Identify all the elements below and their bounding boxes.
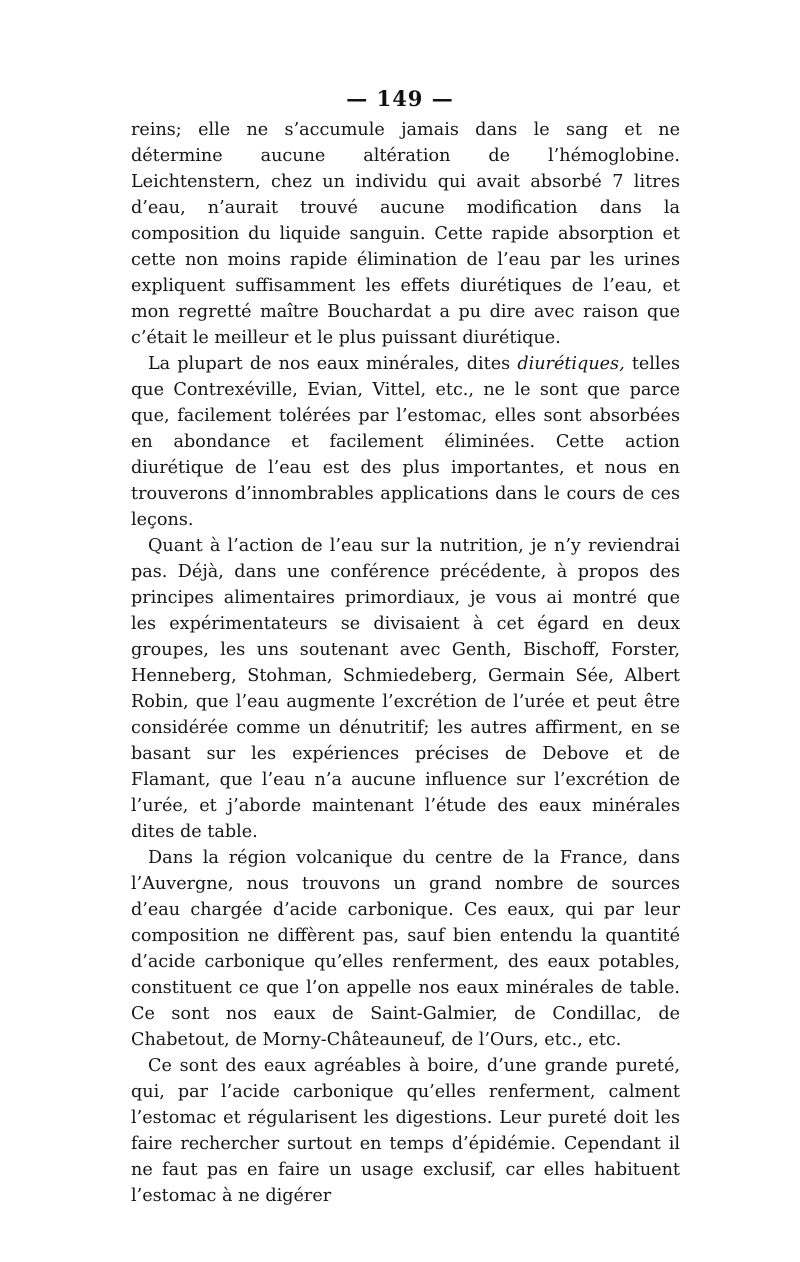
paragraph-2 <box>131 351 680 533</box>
paragraph-3 <box>131 533 680 845</box>
paragraph-4 <box>131 845 680 1053</box>
paragraph-2-text-end: telles que Contrexéville, Evian, Vittel, etc., ne le sont que parce que, facilement tolérées par l’estomac, elles sont absorbées en abondance et facilement éliminées. Cette action diurétique de l’eau est des plus importantes, et nous en trouverons d’innombrables applications dans le cours de ces leçons. <box>131 354 680 530</box>
page-number: — 149 — <box>346 86 454 111</box>
paragraph-5-text: Ce sont des eaux agréables à boire, d’une grande pureté, qui, par l’acide carbonique qu’elles renferment, calment l’estomac et régularisent les digestions. Leur pureté doit les faire rechercher surtout en temps d’épidémie. Cependant il ne faut pas en faire un usage exclusif, car elles habituent l’estomac à ne digérer <box>131 1056 680 1206</box>
paragraph-1 <box>131 117 680 351</box>
page-text <box>131 117 680 1209</box>
paragraph-3-text: Quant à l’action de l’eau sur la nutrition, je n’y reviendrai pas. Déjà, dans une conférence précédente, à propos des principes alimentaires primordiaux, je vous ai montré que les expérimentateurs se divisaient à cet égard en deux groupes, les uns soutenant avec Genth, Bischoff, Forster, Henneberg, Stohman, Schmiedeberg, Germain Sée, Albert Robin, que l’eau augmente l’excrétion de l’urée et peut être considérée comme un dénutritif; les autres affirment, en se basant sur les expériences précises de Debove et de Flamant, que l’eau n’a aucune influence sur l’excrétion de l’urée, et j’aborde maintenant l’étude des eaux minérales dites de table. <box>131 536 680 842</box>
paragraph-5 <box>131 1053 680 1209</box>
paragraph-2-text-start: La plupart de nos eaux minérales, dites <box>148 354 518 374</box>
paragraph-4-text: Dans la région volcanique du centre de la France, dans l’Auvergne, nous trouvons un grand nombre de sources d’eau chargée d’acide carbonique. Ces eaux, qui par leur composition ne diffèrent pas, sauf bien entendu la quantité d’acide carbonique qu’elles renferment, des eaux potables, constituent ce que l’on appelle nos eaux minérales de table. Ce sont nos eaux de Saint-Galmier, de Condillac, de Chabetout, de Morny-Châteauneuf, de l’Ours, etc., etc. <box>131 848 680 1050</box>
paragraph-1-text: reins; elle ne s’accumule jamais dans le sang et ne détermine aucune altération de l’hémoglobine. Leichtenstern, chez un individu qui avait absorbé 7 litres d’eau, n’aurait trouvé aucune modification dans la composition du liquide sanguin. Cette rapide absorption et cette non moins rapide élimination de l’eau par les urines expliquent suffisamment les effets diurétiques de l’eau, et mon regretté maître Bouchardat a pu dire avec raison que c’était le meilleur et le plus puissant diurétique. <box>131 120 680 348</box>
paragraph-2-italic-term: diurétiques, <box>517 354 625 374</box>
